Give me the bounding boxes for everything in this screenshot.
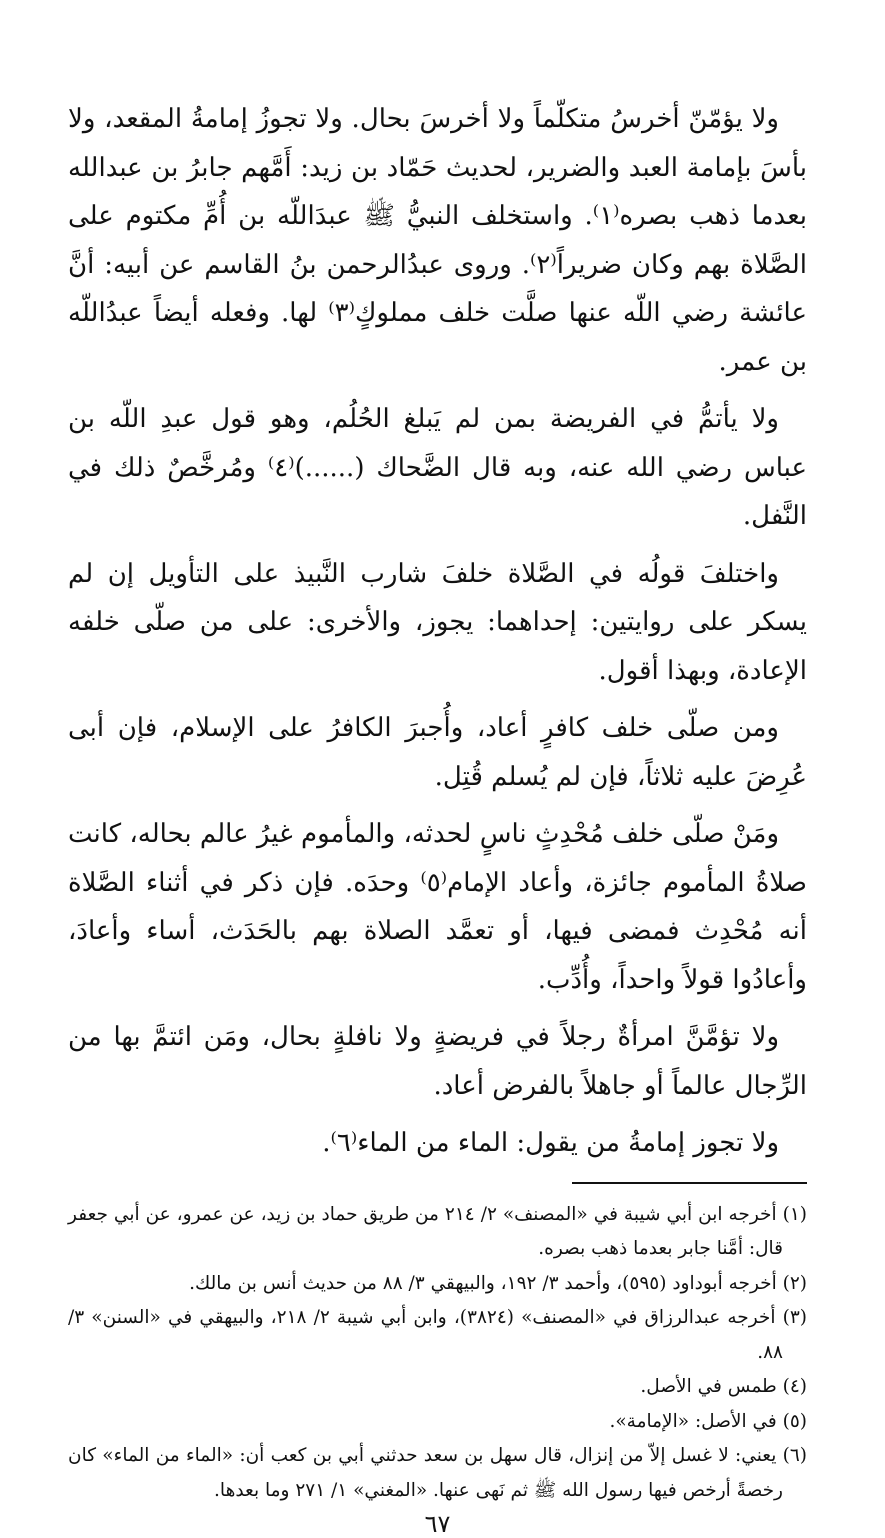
footnote-5: (٥) في الأصل: «الإمامة». (609, 1410, 807, 1432)
paragraph-3: واختلفَ قولُه في الصَّلاة خلفَ شارب النَّبيذ على التأويل إن لم يسكر على روايتين: إحداهما: يجوز، والأخرى: على من صلّى خلفه الإعادة، وبهذا أقول. (68, 558, 807, 686)
paragraph-4: ومن صلّى خلف كافرٍ أعاد، وأُجبرَ الكافرُ على الإسلام، فإن أبى عُرِضَ عليه ثلاثاً، فإن لم يُسلم قُتِل. (68, 713, 807, 792)
footnote-6: (٦) يعني: لا غسل إلاّ من إنزال، قال سهل بن سعد حدثني أبي بن كعب أن: «الماء من الماء» كان رخصةً أرخص فيها رسول الله ﷺ ثم نَهى عنها. «المغني» ١/ ٢٧١ وما بعدها. (68, 1445, 807, 1501)
paragraph-6: ولا تؤمَّنَّ امرأةٌ رجلاً في فريضةٍ ولا نافلةٍ بحال، ومَن ائتمَّ بها من الرِّجال عالماً أو جاهلاً بالفرض أعاد. (68, 1022, 807, 1101)
paragraph-7: ولا تجوز إمامةُ من يقول: الماء من الماء⁽٦⁾. (322, 1128, 779, 1158)
page-number: ٦٧ (424, 1510, 451, 1538)
main-text (68, 95, 807, 1168)
paragraph-1: ولا يؤمّنّ أخرسُ متكلّماً ولا أخرسَ بحال. ولا تجوزُ إمامةُ المقعد، ولا بأسَ بإمامة العبد والضرير، لحديث حَمّاد بن زيد: أَمَّهم جابرُ بن عبدالله بعدما ذهب بصره⁽١⁾. واستخلف النبيُّ ﷺ عبدَاللّه بن أُمِّ مكتوم على الصَّلاة بهم وكان ضريراً⁽٢⁾. وروى عبدُالرحمن بنُ القاسم عن أبيه: أنَّ عائشة رضي اللّه عنها صلَّت خلف مملوكٍ⁽٣⁾ لها. وفعله أيضاً عبدُاللّه بن عمر. (68, 104, 807, 377)
footnotes (68, 1198, 807, 1509)
footnote-4: (٤) طمس في الأصل. (640, 1376, 807, 1397)
paragraph-2: ولا يأتمُّ في الفريضة بمن لم يَبلغ الحُلُم، وهو قول عبدِ اللّه بن عباس رضي الله عنه، وبه قال الضَّحاك (......)⁽٤⁾ ومُرخَّصٌ ذلك في النَّفل. (68, 404, 807, 531)
footnote-2: (٢) أخرجه أبوداود (٥٩٥)، وأحمد ٣/ ١٩٢، والبيهقي ٣/ ٨٨ من حديث أنس بن مالك. (189, 1272, 807, 1294)
footnote-3: (٣) أخرجه عبدالرزاق في «المصنف» (٣٨٢٤)، وابن أبي شيبة ٢/ ٢١٨، والبيهقي في «السنن» ٣/ ٨٨. (68, 1307, 807, 1363)
footnote-separator (572, 1182, 807, 1184)
paragraph-5: ومَنْ صلّى خلف مُحْدِثٍ ناسٍ لحدثه، والمأموم غيرُ عالم بحاله، كانت صلاةُ المأموم جائزة، وأعاد الإمام⁽٥⁾ وحدَه. فإن ذكر في أثناء الصَّلاة أنه مُحْدِث فمضى فيها، أو تعمَّد الصلاة بهم بالحَدَث، أساء وأعادَ، وأعادُوا قولاً واحداً، وأُدِّب. (68, 819, 808, 995)
footnote-1: (١) أخرجه ابن أبي شيبة في «المصنف» ٢/ ٢١٤ من طريق حماد بن زيد، عن عمرو، عن أبي جعفر قال: أمَّنا جابر بعدما ذهب بصره. (68, 1203, 807, 1259)
